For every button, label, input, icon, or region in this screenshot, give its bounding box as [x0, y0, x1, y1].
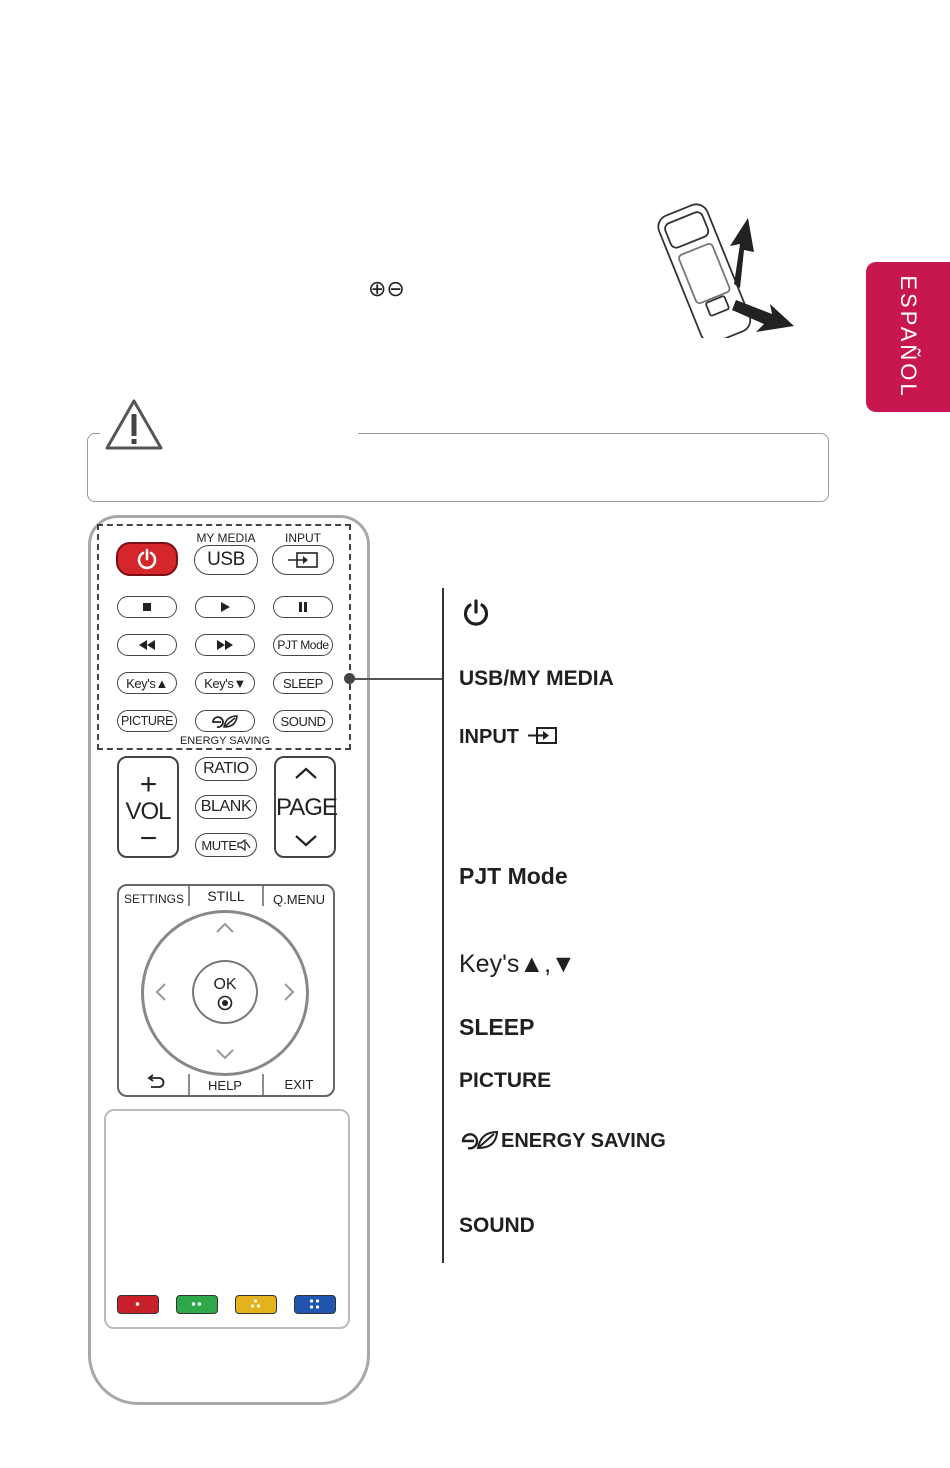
- volume-up-icon: +: [139, 768, 157, 801]
- mute-button[interactable]: [195, 833, 257, 857]
- input-icon: [525, 725, 559, 747]
- usb-button[interactable]: USB: [194, 545, 258, 575]
- input-label: INPUT: [285, 531, 321, 545]
- blue-dots-icon: [295, 1296, 334, 1312]
- play-icon: [219, 601, 231, 613]
- help-button[interactable]: HELP: [208, 1078, 242, 1093]
- description-divider: [442, 588, 444, 1263]
- back-icon[interactable]: [146, 1074, 166, 1090]
- green-button[interactable]: [176, 1295, 218, 1314]
- pointer-line: [350, 678, 443, 680]
- keys-down-button[interactable]: Key's▼: [195, 672, 255, 694]
- rewind-icon: [138, 639, 156, 651]
- pointer-dot: [344, 673, 355, 684]
- sleep-button[interactable]: SLEEP: [273, 672, 333, 694]
- red-button[interactable]: [117, 1295, 159, 1314]
- yellow-dots-icon: [236, 1296, 275, 1312]
- play-button[interactable]: [195, 596, 255, 618]
- pjt-mode-heading: PJT Mode: [459, 863, 568, 889]
- energy-saving-heading-label: ENERGY SAVING: [501, 1130, 666, 1152]
- ratio-button[interactable]: RATIO: [195, 757, 257, 781]
- nav-down-icon: [217, 1050, 233, 1058]
- language-tab: [866, 262, 950, 412]
- energy-saving-icon: [210, 713, 240, 729]
- language-tab-label: ESPAÑOL: [896, 275, 921, 399]
- ok-button[interactable]: [192, 960, 258, 1024]
- yellow-button[interactable]: [235, 1295, 277, 1314]
- nav-up-icon: [217, 924, 233, 932]
- page-label: PAGE: [276, 794, 337, 821]
- power-icon: [136, 548, 158, 570]
- energy-saving-heading: [459, 1128, 666, 1153]
- nav-left-icon: [157, 984, 165, 1000]
- speaker-mute-icon: [237, 839, 251, 851]
- volume-label: VOL: [125, 798, 171, 825]
- sound-heading: SOUND: [459, 1214, 535, 1237]
- blue-button[interactable]: [294, 1295, 336, 1314]
- battery-cover-illustration: [636, 196, 802, 338]
- blank-button[interactable]: BLANK: [195, 795, 257, 819]
- pjt-mode-button[interactable]: PJT Mode: [273, 634, 333, 656]
- green-dots-icon: [177, 1296, 216, 1312]
- red-dot-icon: [118, 1296, 157, 1312]
- picture-heading: PICTURE: [459, 1069, 552, 1092]
- usb-my-media-heading: USB/MY MEDIA: [459, 667, 614, 690]
- battery-polarity-symbols: ⊕⊖: [368, 276, 405, 301]
- fast-forward-icon: [216, 639, 234, 651]
- exit-button[interactable]: EXIT: [284, 1077, 314, 1092]
- pause-icon: [297, 601, 309, 613]
- volume-down-icon: −: [139, 822, 157, 855]
- nav-right-icon: [285, 984, 293, 1000]
- picture-button[interactable]: PICTURE: [117, 710, 177, 732]
- energy-saving-label: ENERGY SAVING: [179, 735, 271, 747]
- sleep-heading: SLEEP: [459, 1014, 535, 1040]
- pause-button[interactable]: [273, 596, 333, 618]
- mute-label: MUTE: [201, 837, 237, 853]
- energy-saving-icon: [459, 1128, 501, 1152]
- stop-button[interactable]: [117, 596, 177, 618]
- ok-label: OK: [213, 976, 237, 993]
- sound-button[interactable]: SOUND: [273, 710, 333, 732]
- my-media-label: MY MEDIA: [196, 531, 256, 545]
- fast-forward-button[interactable]: [195, 634, 255, 656]
- settings-button[interactable]: SETTINGS: [123, 892, 184, 906]
- still-button[interactable]: STILL: [207, 888, 245, 904]
- q-menu-button[interactable]: Q.MENU: [273, 892, 325, 907]
- ok-dot-icon: [217, 995, 233, 1011]
- keys-heading: Key's▲,▼: [459, 950, 576, 978]
- caution-box: [87, 433, 829, 502]
- power-button[interactable]: [116, 542, 178, 576]
- power-icon: [461, 598, 491, 628]
- rewind-button[interactable]: [117, 634, 177, 656]
- energy-saving-button[interactable]: [195, 710, 255, 732]
- keys-up-button[interactable]: Key's▲: [117, 672, 177, 694]
- warning-icon: [104, 398, 164, 452]
- page-rocker[interactable]: [274, 756, 336, 858]
- stop-icon: [142, 602, 152, 612]
- input-heading-label: INPUT: [459, 726, 519, 748]
- page-up-icon: [294, 766, 318, 780]
- page-down-icon: [294, 834, 318, 848]
- volume-rocker[interactable]: [117, 756, 179, 858]
- input-heading: [459, 725, 559, 749]
- input-button[interactable]: [272, 545, 334, 575]
- input-icon: [285, 551, 321, 569]
